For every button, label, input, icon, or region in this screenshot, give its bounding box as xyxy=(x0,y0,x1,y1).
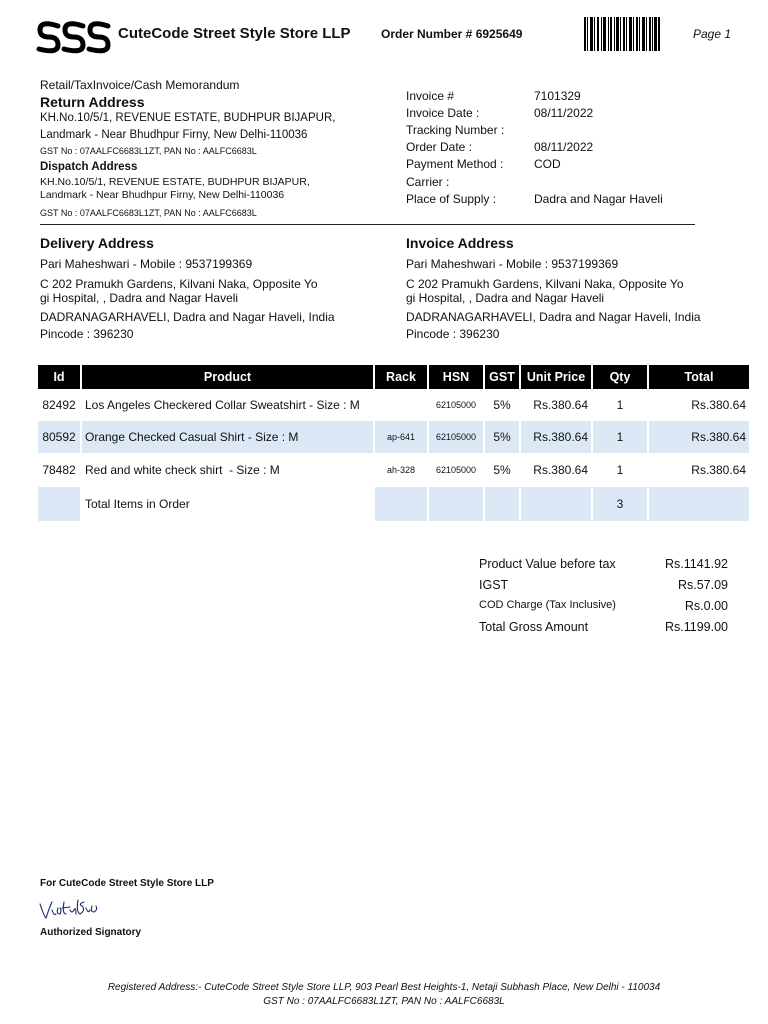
delivery-address-title: Delivery Address xyxy=(40,235,154,251)
dispatch-gst: GST No : 07AALFC6683L1ZT, PAN No : AALFC6683L xyxy=(40,208,257,218)
return-address-title: Return Address xyxy=(40,94,145,110)
order-number: Order Number # 6925649 xyxy=(381,27,523,41)
delivery-name: Pari Maheshwari - Mobile : 9537199369 xyxy=(40,257,253,271)
item-qty: 1 xyxy=(591,421,647,453)
carrier-label: Carrier : xyxy=(406,175,450,189)
total-items-label: Total Items in Order xyxy=(80,487,373,521)
signature-image xyxy=(38,896,104,924)
dispatch-address-line2: Landmark - Near Bhudhpur Firny, New Delhi-110036 xyxy=(40,189,285,201)
invoice-address-name: Pari Maheshwari - Mobile : 9537199369 xyxy=(406,257,619,271)
item-unit-price: Rs.380.64 xyxy=(519,421,591,453)
table-row xyxy=(38,421,749,453)
divider xyxy=(40,224,695,225)
company-name: CuteCode Street Style Store LLP xyxy=(118,25,351,42)
invoice-date-label: Invoice Date : xyxy=(406,106,480,120)
item-total: Rs.380.64 xyxy=(647,421,749,453)
item-product: Red and white check shirt - Size : M xyxy=(80,453,373,487)
col-hsn: HSN xyxy=(427,365,483,389)
total-row-cell xyxy=(38,487,80,521)
delivery-line1: C 202 Pramukh Gardens, Kilvani Naka, Opposite Yo xyxy=(40,277,318,291)
invoice-address-line1: C 202 Pramukh Gardens, Kilvani Naka, Opposite Yo xyxy=(406,277,684,291)
summary-label-igst: IGST xyxy=(479,578,509,592)
item-qty: 1 xyxy=(591,389,647,421)
invoice-date-value: 08/11/2022 xyxy=(534,106,594,120)
summary-value-total: Rs.1199.00 xyxy=(664,620,728,634)
item-id: 82492 xyxy=(38,389,80,421)
item-rack xyxy=(373,389,427,421)
item-total: Rs.380.64 xyxy=(647,453,749,487)
table-total-row xyxy=(38,487,749,521)
invoice-address-line3: DADRANAGARHAVELI, Dadra and Nagar Haveli, India xyxy=(406,310,701,324)
doc-type: Retail/TaxInvoice/Cash Memorandum xyxy=(40,78,240,92)
item-hsn: 62105000 xyxy=(427,421,483,453)
dispatch-address-line1: KH.No.10/5/1, REVENUE ESTATE, BUDHPUR BIJAPUR, xyxy=(40,176,310,188)
item-unit-price: Rs.380.64 xyxy=(519,453,591,487)
item-gst: 5% xyxy=(483,421,519,453)
page-number: Page 1 xyxy=(693,27,732,41)
signature-for-text: For CuteCode Street Style Store LLP xyxy=(40,878,214,889)
return-address-line2: Landmark - Near Bhudhpur Firny, New Delhi-110036 xyxy=(40,129,308,141)
invoice-number-label: Invoice # xyxy=(406,89,455,103)
col-product: Product xyxy=(80,365,373,389)
order-date-label: Order Date : xyxy=(406,140,473,154)
payment-method-label: Payment Method : xyxy=(406,157,504,171)
table-row xyxy=(38,389,749,421)
col-gst: GST xyxy=(483,365,519,389)
item-product: Los Angeles Checkered Collar Sweatshirt - Size : M xyxy=(80,389,373,421)
table-header xyxy=(38,365,749,389)
summary-label-product-value: Product Value before tax xyxy=(479,557,616,571)
col-qty: Qty xyxy=(591,365,647,389)
item-unit-price: Rs.380.64 xyxy=(519,389,591,421)
authorized-signatory-label: Authorized Signatory xyxy=(40,927,142,938)
item-gst: 5% xyxy=(483,389,519,421)
place-of-supply-label: Place of Supply : xyxy=(406,192,497,206)
return-address-line1: KH.No.10/5/1, REVENUE ESTATE, BUDHPUR BIJAPUR, xyxy=(40,112,336,124)
total-row-cell xyxy=(647,487,749,521)
barcode-icon xyxy=(584,17,660,51)
total-row-cell xyxy=(483,487,519,521)
order-date-value: 08/11/2022 xyxy=(534,140,594,154)
total-row-cell xyxy=(427,487,483,521)
table-row xyxy=(38,453,749,487)
col-total: Total xyxy=(647,365,749,389)
item-qty: 1 xyxy=(591,453,647,487)
dispatch-address-title: Dispatch Address xyxy=(40,161,138,173)
summary-value-igst: Rs.57.09 xyxy=(677,578,728,592)
invoice-number-value: 7101329 xyxy=(534,89,581,103)
items-table xyxy=(38,365,749,521)
col-unit-price: Unit Price xyxy=(519,365,591,389)
payment-method-value: COD xyxy=(534,157,561,171)
return-gst: GST No : 07AALFC6683L1ZT, PAN No : AALFC6683L xyxy=(40,146,257,156)
tracking-number-label: Tracking Number : xyxy=(406,123,505,137)
item-product: Orange Checked Casual Shirt - Size : M xyxy=(80,421,373,453)
col-id: Id xyxy=(38,365,80,389)
summary-value-cod: Rs.0.00 xyxy=(684,599,728,613)
item-gst: 5% xyxy=(483,453,519,487)
summary-value-product-value: Rs.1141.92 xyxy=(664,557,728,571)
invoice-address-line2: gi Hospital, , Dadra and Nagar Haveli xyxy=(406,291,605,305)
footer-gst: GST No : 07AALFC6683L1ZT, PAN No : AALFC6683L xyxy=(263,996,505,1007)
invoice-address-title: Invoice Address xyxy=(406,235,514,251)
delivery-pincode: Pincode : 396230 xyxy=(40,327,134,341)
item-hsn: 62105000 xyxy=(427,453,483,487)
col-rack: Rack xyxy=(373,365,427,389)
delivery-line3: DADRANAGARHAVELI, Dadra and Nagar Haveli, India xyxy=(40,310,335,324)
total-row-cell xyxy=(519,487,591,521)
item-id: 78482 xyxy=(38,453,80,487)
item-total: Rs.380.64 xyxy=(647,389,749,421)
total-row-cell xyxy=(373,487,427,521)
place-of-supply-value: Dadra and Nagar Haveli xyxy=(534,192,663,206)
company-logo xyxy=(36,18,112,56)
total-items-qty: 3 xyxy=(591,487,647,521)
summary-label-total: Total Gross Amount xyxy=(479,620,589,634)
invoice-address-pincode: Pincode : 396230 xyxy=(406,327,500,341)
item-rack: ah-328 xyxy=(373,453,427,487)
item-hsn: 62105000 xyxy=(427,389,483,421)
item-rack: ap-641 xyxy=(373,421,427,453)
delivery-line2: gi Hospital, , Dadra and Nagar Haveli xyxy=(40,291,239,305)
footer-registered-address: Registered Address:- CuteCode Street Style Store LLP, 903 Pearl Best Heights-1, Netaji Subhash Place, New Delhi - 110034 xyxy=(107,982,661,993)
item-id: 80592 xyxy=(38,421,80,453)
summary-label-cod: COD Charge (Tax Inclusive) xyxy=(479,599,616,611)
